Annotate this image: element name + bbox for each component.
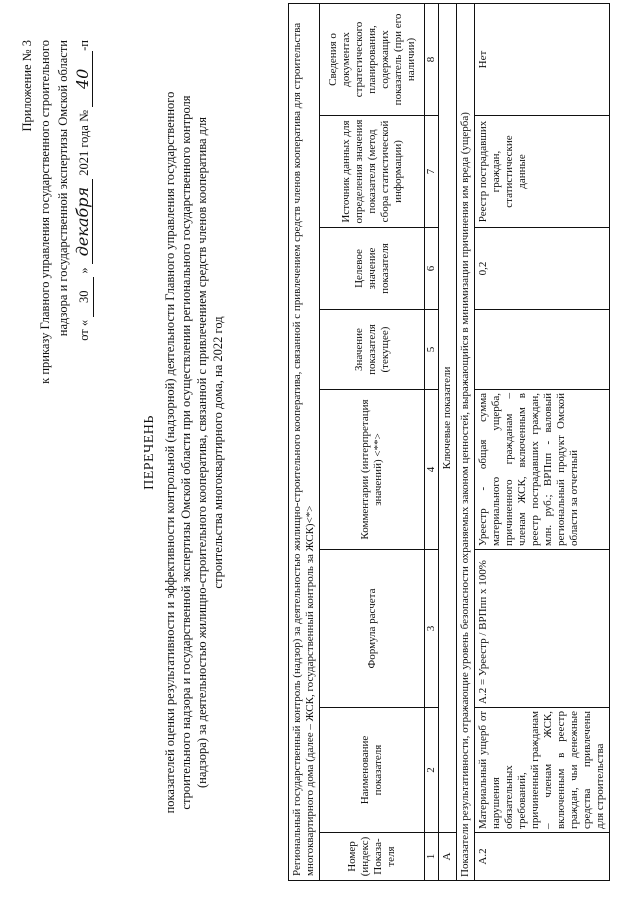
row-target-value: 0,2 [475,228,610,310]
row-index: А.2 [475,833,610,881]
section-a-row [439,3,457,880]
row-strategic-docs: Нет [475,3,610,115]
date-day: 30 [75,277,94,317]
appendix-header [18,40,94,470]
header-formula: Формула расчета [320,550,425,708]
table-intro-row [289,3,320,880]
title-text: показателей оценки результативности и эффективности контрольной (надзорной) деятельности Главного управления государственного строительного надзора и государственной экспертизы Омской области при осуществлении регионального государственного контроля (надзора) за деятельностью жилищно-строительного кооператива, связанной с привлечением средств членов кооператива для строительства многоквартирного дома, на 2022 год [163,91,225,814]
row-comment: Уреестр - общая сумма материального ущерба, причиненного гражданам – членам ЖСК, включенным в реестр пострадавших граждан, млн. руб.; ВРПпп - валовый региональный продукт Омской области за отчетный [475,390,610,550]
date-year: 2021 года № [77,109,91,176]
header-current-value: Значение показателя (текущее) [320,310,425,390]
title-heading: ПЕРЕЧЕНЬ [142,415,157,490]
indicators-table [288,3,610,881]
column-number: 3 [425,550,439,708]
column-number: 7 [425,116,439,228]
column-number-row [425,3,439,880]
row-current-value [475,310,610,390]
table-header-row [320,3,425,880]
group-description: Показатели результативности, отражающие уровень безопасности охраняемых законом ценностей, выражающийся в минимизации причинения им вреда (ущерба) [457,3,475,880]
header-index: Номер (индекс) Показа-теля [320,833,425,881]
appendix-order-line: к приказу Главного управления государственного строительного [38,40,52,384]
order-date-row [74,40,94,470]
section-index: А [439,833,457,881]
column-number: 2 [425,708,439,833]
appendix-agency-line: надзора и государственной экспертизы Омской области [56,40,70,337]
header-name: Наименование показателя [320,708,425,833]
header-target-value: Целевое значение показателя [320,228,425,310]
table-row [475,3,610,880]
header-comment: Комментарии (интерпретация значений) <**> [320,390,425,550]
column-number: 6 [425,228,439,310]
column-number: 1 [425,833,439,881]
date-prefix: от « [77,319,91,341]
row-name: Материальный ущерб от нарушения обязательных требований, причиненный гражданам – членам ЖСК, включенным в реестр граждан, чьи денежные средства привлечены для строительства [475,708,610,833]
group-row [457,3,475,880]
column-number: 5 [425,310,439,390]
order-number-handwritten: 40 [74,51,93,107]
column-number: 8 [425,3,439,115]
table-intro: Региональный государственный контроль (надзор) за деятельностью жилищно-строительного кооператива, связанной с привлечением средств членов кооператива для строительства многоквартирного дома (далее – ЖСК, государственный контроль за ЖСК)<*> [289,3,320,880]
order-suffix: -п [77,40,91,51]
date-mid: » [77,267,91,274]
header-data-source: Источник данных для определения значения показателя (метод сбора статистической информации) [320,116,425,228]
column-number: 4 [425,390,439,550]
header-strategic-docs: Сведения о документах стратегического планирования, содержащих показатель (при его наличии) [320,3,425,115]
section-label: Ключевые показатели [439,3,457,832]
appendix-number: Приложение № 3 [20,40,34,132]
row-formula: А.2 = Уреестр / ВРПпп х 100% [475,550,610,708]
row-data-source: Реестр пострадавших граждан, статистические данные [475,116,610,228]
document-title [142,0,226,905]
date-month-handwritten: декабря [73,179,93,264]
